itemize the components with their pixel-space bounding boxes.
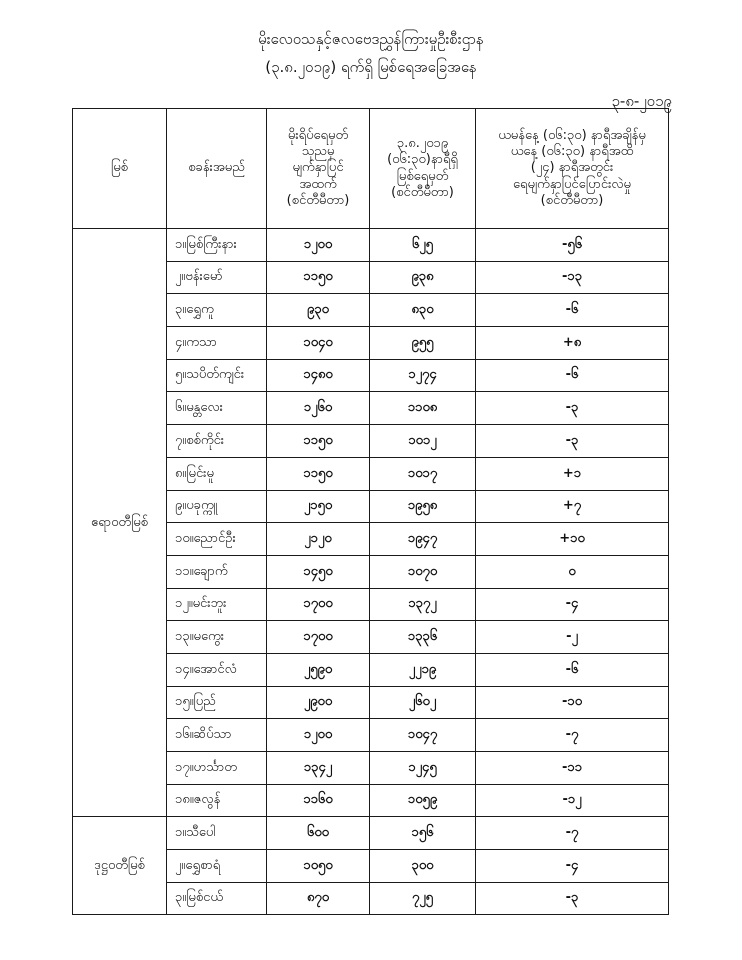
level-change-value: -၃ bbox=[476, 392, 669, 425]
station-name: ၁၃။မကွေး bbox=[167, 621, 267, 654]
header-line: ယနေ့ (၀၆:၃၀) နာရီအထိ bbox=[510, 144, 634, 160]
station-name: ၁။မြစ်ကြီးနား bbox=[167, 229, 267, 262]
level-change-value: +၁ bbox=[476, 457, 669, 490]
level-change-value: -၄ bbox=[476, 588, 669, 621]
level-change-value: -၅၆ bbox=[476, 229, 669, 262]
level-change-value: -၆ bbox=[476, 294, 669, 327]
level-change-value: -၁၁ bbox=[476, 752, 669, 785]
water-level-value: ၂၂၁၉ bbox=[370, 653, 476, 686]
report-date: ၃-၈-၂၀၁၉ bbox=[611, 92, 672, 110]
level-change-value: -၆ bbox=[476, 359, 669, 392]
water-level-value: ၁၀၁၇ bbox=[370, 457, 476, 490]
water-level-value: ၈၃၀ bbox=[370, 294, 476, 327]
level-change-value: -၃ bbox=[476, 425, 669, 458]
danger-level-value: ၁၂၆၀ bbox=[267, 392, 370, 425]
header-level-change bbox=[476, 109, 669, 229]
station-name: ၁၇။ဟင်္သာတ bbox=[167, 752, 267, 785]
water-level-value: ၁၉၅၈ bbox=[370, 490, 476, 523]
danger-level-value: ၆၀၀ bbox=[267, 817, 370, 850]
level-change-value: -၇ bbox=[476, 719, 669, 752]
header-line: မြစ် bbox=[111, 160, 128, 176]
danger-level-value: ၈၇၀ bbox=[267, 882, 370, 915]
water-level-value: ၁၃၃၆ bbox=[370, 621, 476, 654]
water-level-value: ၁၁၀၈ bbox=[370, 392, 476, 425]
station-name: ၁၁။ချောက် bbox=[167, 555, 267, 588]
table-row bbox=[73, 229, 669, 262]
station-name: ၇။စစ်ကိုင်း bbox=[167, 425, 267, 458]
level-change-value: -၇ bbox=[476, 817, 669, 850]
header-line: (၀၆:၃၀)နာရီရှိ bbox=[387, 152, 458, 168]
table-body bbox=[73, 229, 669, 915]
page-title: မိုးလေဝသနှင့်ဇလဗေဒညွှန်ကြားမှုဦးစီးဌာန bbox=[258, 30, 484, 48]
station-name: ၂။ဗန်းမော် bbox=[167, 261, 267, 294]
header-line: စခန်းအမည် bbox=[188, 160, 245, 176]
river-level-table bbox=[72, 108, 669, 915]
water-level-value: ၁၀၄၇ bbox=[370, 719, 476, 752]
water-level-value: ၁၀၇၀ bbox=[370, 555, 476, 588]
station-name: ၆။မန္တလေး bbox=[167, 392, 267, 425]
station-name: ၅။သပိတ်ကျင်း bbox=[167, 359, 267, 392]
station-name: ၃။မြစ်ငယ် bbox=[167, 882, 267, 915]
danger-level-value: ၁၁၅၀ bbox=[267, 457, 370, 490]
danger-level-value: ၉၃၀ bbox=[267, 294, 370, 327]
water-level-value: ၃၀၀ bbox=[370, 850, 476, 883]
header-line: (စင်တီမီတာ) bbox=[540, 192, 604, 208]
water-level-value: ၁၅၆ bbox=[370, 817, 476, 850]
danger-level-value: ၂၁၅၀ bbox=[267, 490, 370, 523]
page-subtitle: (၃.၈.၂၀၁၉) ရက်ရှိ မြစ်ရေအခြေအနေ bbox=[265, 58, 477, 76]
table-row bbox=[73, 817, 669, 850]
station-name: ၃။ရွှေကူ bbox=[167, 294, 267, 327]
station-name: ၁။သီပေါ bbox=[167, 817, 267, 850]
water-level-value: ၂၆၀၂ bbox=[370, 686, 476, 719]
danger-level-value: ၁၁၆၀ bbox=[267, 784, 370, 817]
danger-level-value: ၁၂၀၀ bbox=[267, 229, 370, 262]
level-change-value: +၇ bbox=[476, 490, 669, 523]
header-line: ယမန်နေ့ (၀၆:၃၀) နာရီအချိန်မှ bbox=[498, 127, 646, 143]
header-water-level bbox=[370, 109, 476, 229]
station-name: ၁၈။ဇလွန် bbox=[167, 784, 267, 817]
level-change-value: -၁၀ bbox=[476, 686, 669, 719]
level-change-value: -၆ bbox=[476, 653, 669, 686]
station-name: ၁၅။ပြည် bbox=[167, 686, 267, 719]
header-line: အထက် bbox=[299, 176, 337, 192]
station-name: ၈။မြင်းမူ bbox=[167, 457, 267, 490]
station-name: ၁၂။မင်းဘူး bbox=[167, 588, 267, 621]
station-name: ၉။ပခုက္ကူ bbox=[167, 490, 267, 523]
table-header-row bbox=[73, 109, 669, 229]
header-line: မိုးရိပ်ရေမှတ် bbox=[287, 127, 349, 143]
water-level-value: ၁၃၇၂ bbox=[370, 588, 476, 621]
water-level-value: ၆၂၅ bbox=[370, 229, 476, 262]
station-name: ၁၀။ညောင်ဦး bbox=[167, 523, 267, 556]
water-level-value: ၁၂၄၅ bbox=[370, 752, 476, 785]
level-change-value: +၁၀ bbox=[476, 523, 669, 556]
header-line: ၃.၈.၂၀၁၉ bbox=[396, 136, 449, 151]
danger-level-value: ၂၁၂၀ bbox=[267, 523, 370, 556]
header-line: မြစ်ရေမှတ် bbox=[396, 168, 449, 184]
danger-level-value: ၁၄၅၀ bbox=[267, 555, 370, 588]
station-name: ၄။ကသာ bbox=[167, 327, 267, 360]
danger-level-value: ၁၇၀၀ bbox=[267, 621, 370, 654]
danger-level-value: ၁၄၈၀ bbox=[267, 359, 370, 392]
level-change-value: -၁၃ bbox=[476, 261, 669, 294]
water-level-value: ၉၅၅ bbox=[370, 327, 476, 360]
header-river bbox=[73, 109, 167, 229]
header-line: မျက်နှာပြင် bbox=[292, 160, 344, 176]
level-change-value: -၁၂ bbox=[476, 784, 669, 817]
danger-level-value: ၁၂၀၀ bbox=[267, 719, 370, 752]
danger-level-value: ၁၃၄၂ bbox=[267, 752, 370, 785]
station-name: ၁၆။ဆိပ်သာ bbox=[167, 719, 267, 752]
header-line: ရေမျက်နှာပြင်ပြောင်းလဲမှု bbox=[513, 176, 631, 192]
danger-level-value: ၂၅၉၀ bbox=[267, 653, 370, 686]
water-level-value: ၁၉၄၇ bbox=[370, 523, 476, 556]
header-line: သုညမှ bbox=[301, 144, 335, 160]
danger-level-value: ၁၁၅၀ bbox=[267, 261, 370, 294]
level-change-value: +၈ bbox=[476, 327, 669, 360]
water-level-value: ၁၂၇၄ bbox=[370, 359, 476, 392]
water-level-value: ၇၂၅ bbox=[370, 882, 476, 915]
danger-level-value: ၁၀၄၀ bbox=[267, 327, 370, 360]
header-line: (စင်တီမီတာ) bbox=[391, 184, 454, 200]
river-name: ဧရာဝတီမြစ် bbox=[73, 229, 167, 817]
river-name: ဒုဋ္ဌဝတီမြစ် bbox=[73, 817, 167, 915]
level-change-value: ၀ bbox=[476, 555, 669, 588]
level-change-value: -၂ bbox=[476, 621, 669, 654]
level-change-value: -၄ bbox=[476, 850, 669, 883]
header-line: (၂၄) နာရီအတွင်း bbox=[530, 160, 614, 176]
water-level-value: ၉၃၈ bbox=[370, 261, 476, 294]
header-station bbox=[167, 109, 267, 229]
danger-level-value: ၂၉၀၀ bbox=[267, 686, 370, 719]
header-danger-level bbox=[267, 109, 370, 229]
station-name: ၁၄။အောင်လံ bbox=[167, 653, 267, 686]
water-level-value: ၁၀၅၉ bbox=[370, 784, 476, 817]
header-line: (စင်တီမီတာ) bbox=[286, 192, 350, 208]
level-change-value: -၃ bbox=[476, 882, 669, 915]
station-name: ၂။ရွှေစာရံ bbox=[167, 850, 267, 883]
danger-level-value: ၁၁၅၀ bbox=[267, 425, 370, 458]
water-level-value: ၁၀၁၂ bbox=[370, 425, 476, 458]
danger-level-value: ၁၇၀၀ bbox=[267, 588, 370, 621]
danger-level-value: ၁၀၅၀ bbox=[267, 850, 370, 883]
